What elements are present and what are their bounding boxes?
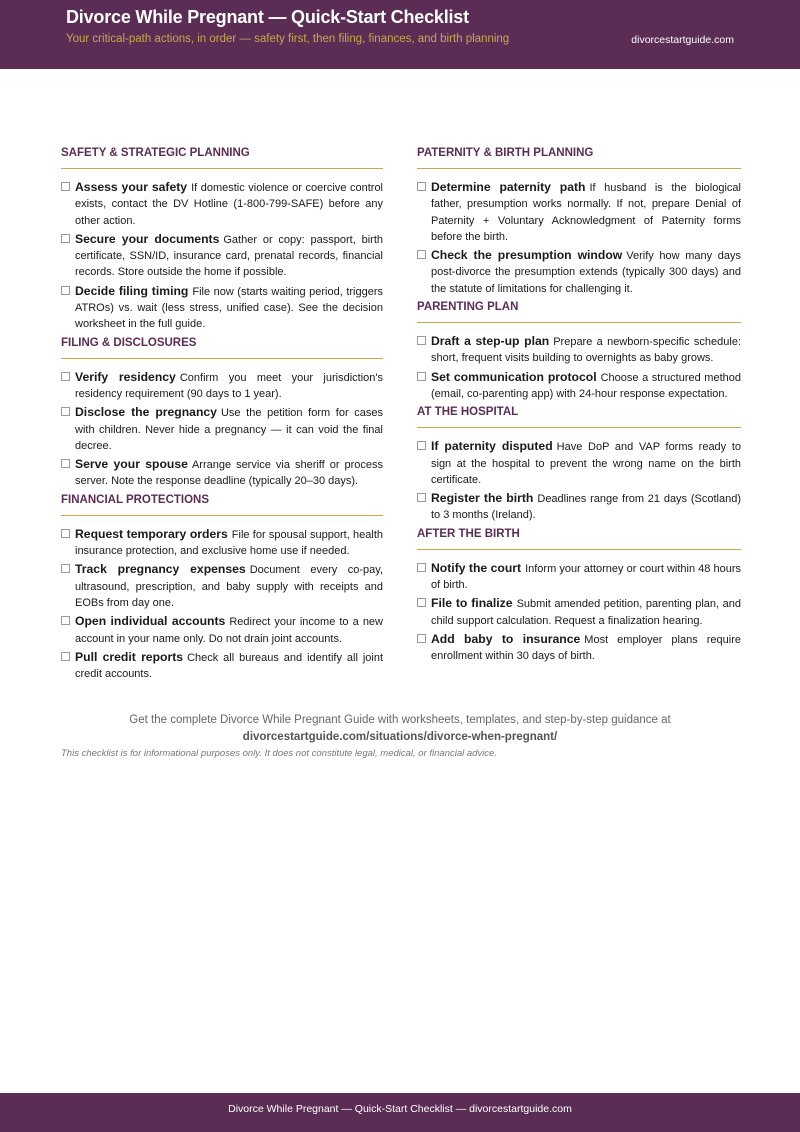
item-label: Pull credit reports — [75, 649, 184, 664]
checklist-item — [61, 404, 383, 454]
checkbox[interactable] — [61, 616, 70, 625]
checklist-section — [61, 337, 383, 490]
checklist-item — [417, 247, 741, 297]
checkbox[interactable] — [61, 372, 70, 381]
checklist-section — [61, 494, 383, 683]
footer-cta — [0, 712, 800, 745]
checklist-item — [417, 333, 741, 367]
item-label: Add baby to insurance — [431, 631, 581, 646]
item-text: If husband is the biological father, presumption works normally. If not, prepare Denial of Paternity + Voluntary Acknowledgment of Paternity forms before the birth. — [431, 182, 741, 243]
right-column — [417, 147, 741, 669]
item-text: Deadlines range from 21 days (Scotland) to 3 months (Ireland). — [431, 493, 741, 522]
checkbox[interactable] — [61, 182, 70, 191]
section-heading: AFTER THE BIRTH — [417, 528, 741, 550]
item-label: Check the presumption window — [431, 248, 623, 263]
item-label: Decide filing timing — [75, 283, 189, 298]
checklist-item — [61, 283, 383, 333]
checklist-item — [61, 613, 383, 647]
checkbox[interactable] — [61, 652, 70, 661]
item-text: Submit amended petition, parenting plan, and child support calculation. Request a finalization hearing. — [431, 598, 741, 627]
checkbox[interactable] — [61, 286, 70, 295]
item-label: Verify residency — [75, 369, 176, 384]
checklist-item — [417, 560, 741, 594]
checklist-item — [417, 595, 741, 629]
item-text: Prepare a newborn-specific schedule: short, frequent visits building to overnights as baby grows. — [431, 336, 742, 365]
item-label: Register the birth — [431, 491, 534, 506]
site-link[interactable]: divorcestartguide.com — [631, 34, 734, 46]
checkbox[interactable] — [417, 336, 426, 345]
item-label: Determine paternity path — [431, 180, 586, 194]
checklist-item — [417, 369, 741, 403]
section-heading: FILING & DISCLOSURES — [61, 337, 383, 359]
checklist-item — [61, 561, 383, 611]
item-label: Assess your safety — [75, 180, 188, 194]
checkbox[interactable] — [61, 529, 70, 538]
page-title: Divorce While Pregnant — Quick-Start Checklist — [66, 7, 469, 27]
item-label: Track pregnancy expenses — [75, 562, 246, 577]
checkbox[interactable] — [417, 372, 426, 381]
item-label: File to finalize — [431, 596, 513, 611]
item-text: Inform your attorney or court within 48 hours of birth. — [431, 562, 741, 592]
checklist-section — [61, 147, 383, 333]
checklist-section — [417, 147, 741, 297]
checklist-section — [417, 528, 741, 665]
page-header — [0, 0, 800, 69]
checklist-item — [61, 179, 383, 229]
item-text: Most employer plans require enrollment within 30 days of birth. — [431, 633, 741, 663]
item-text: Redirect your income to a new account in your name only. Do not drain joint accounts. — [75, 616, 383, 645]
checklist-item — [61, 649, 383, 683]
cta-text: Get the complete Divorce While Pregnant Guide with worksheets, templates, and step-by-step guidance at — [129, 714, 671, 726]
section-heading: PARENTING PLAN — [417, 301, 741, 323]
checkbox[interactable] — [417, 634, 426, 643]
item-text: Check all bureaus and identify all joint credit accounts. — [75, 651, 383, 681]
item-text: File for spousal support, health insurance protection, and exclusive home use if needed. — [75, 528, 383, 558]
item-text: Confirm you meet your jurisdiction's residency requirement (90 days to 1 year). — [75, 371, 383, 400]
item-text: Verify how many days post-divorce the presumption extends (typically 300 days) and the statute of limitations for challenging it. — [431, 250, 741, 295]
checkbox[interactable] — [417, 563, 426, 572]
checkbox[interactable] — [417, 182, 426, 191]
page-subtitle: Your critical-path actions, in order — safety first, then filing, finances, and birth planning — [66, 33, 510, 45]
checkbox[interactable] — [417, 250, 426, 259]
item-label: Notify the court — [431, 560, 522, 575]
checkbox[interactable] — [417, 441, 426, 450]
checkbox[interactable] — [61, 564, 70, 573]
checklist-item — [417, 631, 741, 665]
item-text: If domestic violence or coercive control exists, contact the DV Hotline (1-800-799-SAFE) before any other action. — [75, 182, 384, 227]
item-text: Have DoP and VAP forms ready to sign at the hospital to prevent the wrong name on the birth certificate. — [431, 441, 742, 486]
item-label: Disclose the pregnancy — [75, 405, 217, 420]
checklist-section — [417, 301, 741, 402]
item-text: Use the petition form for cases with children. Never hide a pregnancy — it can void the final decree. — [75, 407, 383, 452]
checklist-item — [61, 369, 383, 403]
item-label: Secure your documents — [75, 231, 220, 246]
checkbox[interactable] — [417, 493, 426, 502]
disclaimer: This checklist is for informational purposes only. It does not constitute legal, medical, or financial advice. — [61, 748, 497, 759]
item-label: Set communication protocol — [431, 369, 597, 384]
checkbox[interactable] — [61, 459, 70, 468]
item-text: Choose a structured method (email, co-parenting app) with 24-hour response expectation. — [431, 371, 741, 400]
footer-bar — [0, 1093, 800, 1132]
checklist-item — [417, 438, 741, 488]
checklist-item — [61, 231, 383, 281]
section-heading: SAFETY & STRATEGIC PLANNING — [61, 147, 383, 169]
item-text: File now (starts waiting period, triggers ATROs) vs. wait (less stress, unified case). See the decision worksheet in the full guide. — [75, 285, 383, 331]
checklist-item — [61, 526, 383, 560]
item-text: Arrange service via sheriff or process server. Note the response deadline (typically 20–30 days). — [75, 459, 383, 488]
item-text: Document every co-pay, ultrasound, prescription, and baby supply with receipts and EOBs from day one. — [75, 564, 383, 609]
section-heading: PATERNITY & BIRTH PLANNING — [417, 147, 741, 169]
left-column — [61, 147, 383, 686]
section-heading: FINANCIAL PROTECTIONS — [61, 494, 383, 516]
item-text: Gather or copy: passport, birth certificate, SSN/ID, insurance card, prenatal records, financial records. Store outside the home if possible. — [75, 233, 383, 279]
item-label: Open individual accounts — [75, 614, 226, 629]
footer-bar-text: Divorce While Pregnant — Quick-Start Checklist — divorcestartguide.com — [228, 1103, 572, 1115]
cta-url-link[interactable]: divorcestartguide.com/situations/divorce-when-pregnant/ — [242, 730, 558, 743]
checklist-section — [417, 406, 741, 523]
checklist-item — [417, 490, 741, 524]
item-label: If paternity disputed — [431, 439, 553, 454]
checklist-item — [61, 456, 383, 490]
item-label: Serve your spouse — [75, 457, 188, 472]
item-label: Draft a step-up plan — [431, 334, 550, 349]
checkbox[interactable] — [61, 407, 70, 416]
checklist-item — [417, 179, 741, 245]
checkbox[interactable] — [61, 234, 70, 243]
checkbox[interactable] — [417, 598, 426, 607]
item-label: Request temporary orders — [75, 526, 228, 541]
section-heading: AT THE HOSPITAL — [417, 406, 741, 428]
